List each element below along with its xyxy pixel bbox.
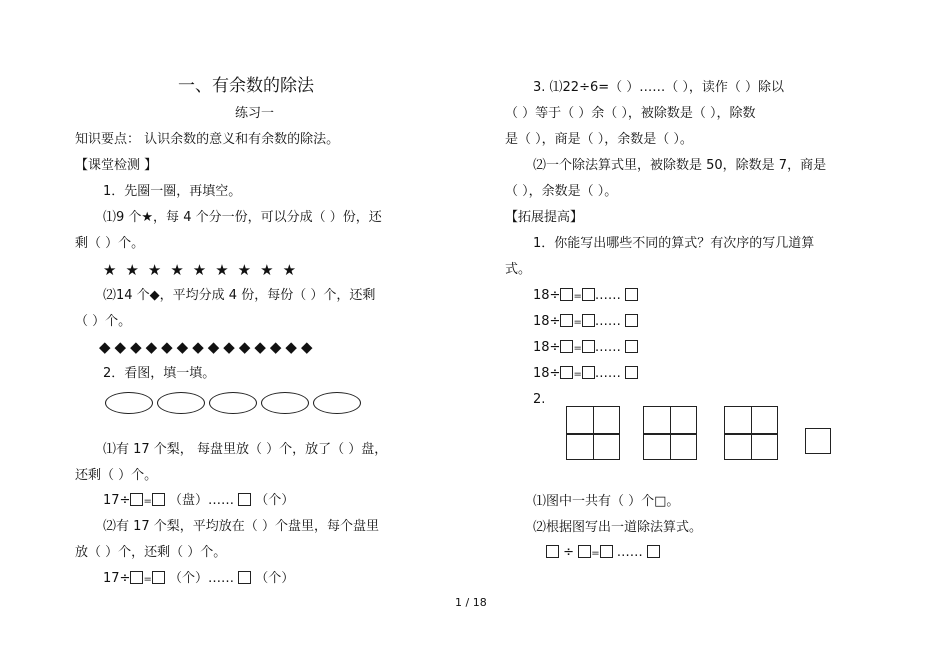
answer-box[interactable] <box>578 545 591 558</box>
ellipsis: …… <box>594 314 621 329</box>
equation-answer-row <box>546 543 660 564</box>
square-grid <box>643 406 697 460</box>
equation-prefix: 17÷ <box>103 493 131 508</box>
knowledge-points: 知识要点： 认识余数的意义和有余数的除法。 <box>75 132 340 147</box>
page-subtitle: 练习一 <box>235 106 275 121</box>
section-heading-class-check: 【课堂检测 】 <box>75 158 158 173</box>
divide-sign: ÷ <box>563 545 575 560</box>
plate-ovals <box>105 392 365 418</box>
question-1-2-line2: （ ）个。 <box>75 314 132 329</box>
answer-box[interactable] <box>560 288 573 301</box>
question-3-line1: 3. ⑴22÷6=（ ）……（ ），读作（ ）除以 <box>533 80 785 95</box>
diamond-row: ◆◆◆◆◆◆◆◆◆◆◆◆◆◆ <box>99 338 317 356</box>
ellipsis: …… <box>594 340 621 355</box>
answer-box[interactable] <box>625 288 638 301</box>
square-grid <box>724 406 778 460</box>
answer-box[interactable] <box>238 493 251 506</box>
question-1: 1．先圈一圈，再填空。 <box>103 184 242 199</box>
answer-box[interactable] <box>560 340 573 353</box>
equals-sign: = <box>573 343 582 354</box>
question-3-2-line1: ⑵一个除法算式里，被除数是 50，除数是 7，商是 <box>533 158 827 173</box>
unit-label: （个） <box>255 493 295 508</box>
question-2-1-line2: 还剩（ ）个。 <box>75 468 158 483</box>
answer-box[interactable] <box>582 314 595 327</box>
ellipsis: …… <box>594 366 621 381</box>
plate-oval <box>157 392 205 414</box>
equation-2-1 <box>103 491 294 512</box>
equals-sign: = <box>573 317 582 328</box>
answer-box[interactable] <box>600 545 613 558</box>
extension-question-2-2: ⑵根据图写出一道除法算式。 <box>533 520 703 535</box>
unit-label: （个） <box>255 571 295 586</box>
equals-sign: = <box>143 574 152 585</box>
equation-row <box>533 286 638 307</box>
extension-question-2: 2. <box>533 392 546 407</box>
answer-box[interactable] <box>560 314 573 327</box>
answer-box[interactable] <box>582 340 595 353</box>
answer-box[interactable] <box>130 571 143 584</box>
equation-row <box>533 312 638 333</box>
equation-prefix: 18÷ <box>533 314 561 329</box>
question-1-1-line2: 剩（ ）个。 <box>75 236 145 251</box>
equation-prefix: 18÷ <box>533 366 561 381</box>
answer-box[interactable] <box>625 314 638 327</box>
question-3-line2: （ ）等于（ ）余（ ），被除数是（ ），除数 <box>505 106 756 121</box>
section-heading-extension: 【拓展提高】 <box>505 210 584 225</box>
unit-label: （个）…… <box>168 571 234 586</box>
question-1-2-line1: ⑵14 个◆，平均分成 4 份，每份（ ）个，还剩 <box>103 288 376 303</box>
equation-prefix: 17÷ <box>103 571 131 586</box>
question-2-2-line2: 放（ ）个，还剩（ ）个。 <box>75 545 227 560</box>
equals-sign: = <box>591 548 600 559</box>
answer-box[interactable] <box>647 545 660 558</box>
answer-box[interactable] <box>582 366 595 379</box>
equation-row <box>533 338 638 359</box>
answer-box[interactable] <box>625 366 638 379</box>
equals-sign: = <box>143 496 152 507</box>
extension-question-1-line2: 式。 <box>505 262 532 277</box>
question-2-1-line1: ⑴有 17 个梨， 每盘里放（ ）个，放了（ ）盘， <box>103 442 388 457</box>
answer-box[interactable] <box>546 545 559 558</box>
equation-2-2 <box>103 569 294 590</box>
equals-sign: = <box>573 291 582 302</box>
square-grid <box>566 406 620 460</box>
single-square <box>805 428 831 454</box>
extension-question-2-1: ⑴图中一共有（ ）个□。 <box>533 494 680 509</box>
question-3-line3: 是（ ），商是（ ），余数是（ ）。 <box>505 132 693 147</box>
answer-box[interactable] <box>582 288 595 301</box>
answer-box[interactable] <box>560 366 573 379</box>
page-title: 一、有余数的除法 <box>178 76 314 96</box>
ellipsis: …… <box>594 288 621 303</box>
answer-box[interactable] <box>625 340 638 353</box>
plate-oval <box>313 392 361 414</box>
equation-prefix: 18÷ <box>533 340 561 355</box>
star-row: ★★★★★★★★★ <box>103 261 306 279</box>
answer-box[interactable] <box>238 571 251 584</box>
answer-box[interactable] <box>130 493 143 506</box>
plate-oval <box>209 392 257 414</box>
equals-sign: = <box>573 369 582 380</box>
answer-box[interactable] <box>152 493 165 506</box>
equation-prefix: 18÷ <box>533 288 561 303</box>
answer-box[interactable] <box>152 571 165 584</box>
plate-oval <box>105 392 153 414</box>
page-number: 1 / 18 <box>455 596 487 609</box>
equation-row <box>533 364 638 385</box>
question-2-2-line1: ⑵有 17 个梨，平均放在（ ）个盘里，每个盘里 <box>103 519 379 534</box>
question-2: 2．看图，填一填。 <box>103 366 216 381</box>
question-1-1-line1: ⑴9 个★，每 4 个分一份，可以分成（ ）份，还 <box>103 210 382 225</box>
plate-oval <box>261 392 309 414</box>
question-3-2-line2: （ ），余数是（ ）。 <box>505 184 618 199</box>
ellipsis: …… <box>616 545 643 560</box>
unit-label: （盘）…… <box>168 493 234 508</box>
extension-question-1-line1: 1．你能写出哪些不同的算式？有次序的写几道算 <box>533 236 815 251</box>
